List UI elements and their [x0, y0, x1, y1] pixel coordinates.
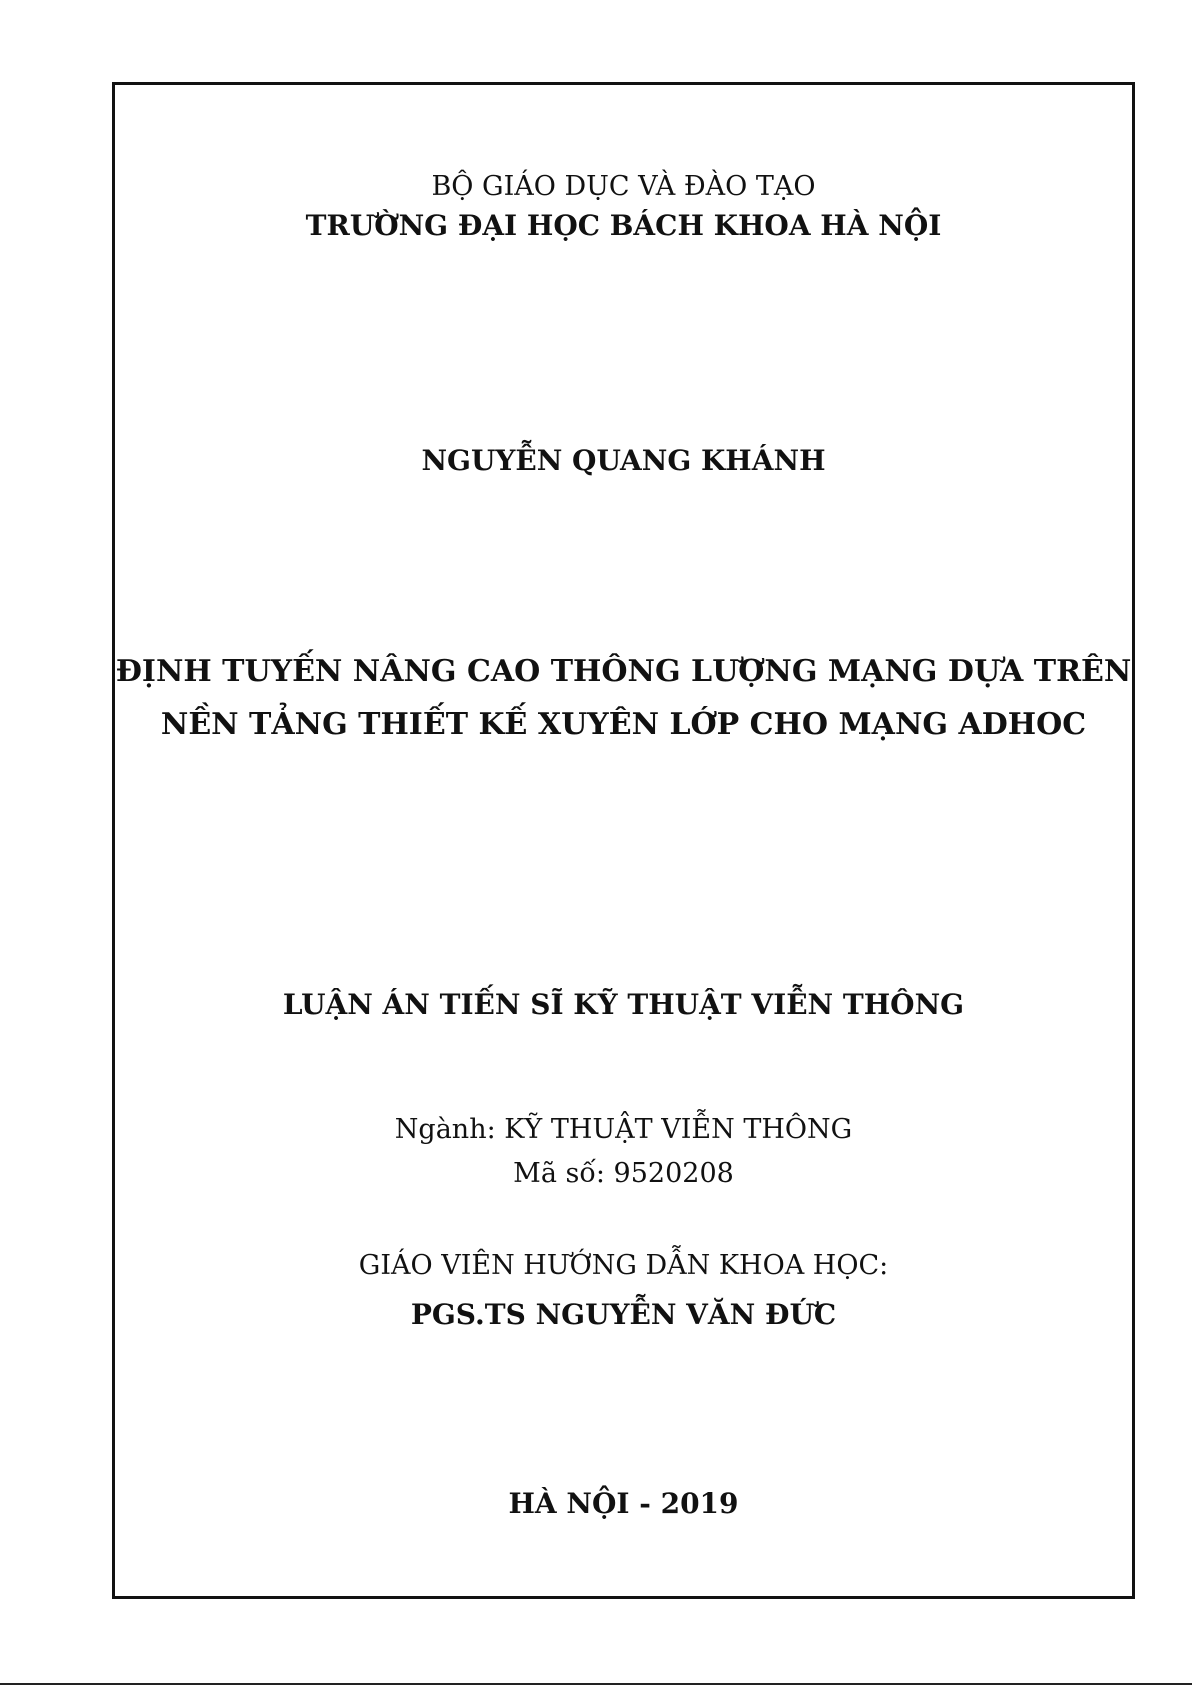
- thesis-title-line-2: NỀN TẢNG THIẾT KẾ XUYÊN LỚP CHO MẠNG ADHOC: [160, 707, 1087, 742]
- major-field: Ngành: KỸ THUẬT VIỄN THÔNG: [394, 1114, 853, 1145]
- major-code: Mã số: 9520208: [513, 1158, 734, 1189]
- author-name: NGUYỄN QUANG KHÁNH: [421, 444, 826, 477]
- ministry-name: BỘ GIÁO DỤC VÀ ĐÀO TẠO: [431, 171, 816, 202]
- advisor-label: GIÁO VIÊN HƯỚNG DẪN KHOA HỌC:: [358, 1250, 889, 1281]
- thesis-title-line-1: ĐỊNH TUYẾN NÂNG CAO THÔNG LƯỢNG MẠNG DỰA TRÊN: [115, 654, 1132, 689]
- page-border: [112, 82, 1135, 1599]
- place-and-year: HÀ NỘI - 2019: [508, 1487, 739, 1520]
- university-name: TRƯỜNG ĐẠI HỌC BÁCH KHOA HÀ NỘI: [305, 209, 942, 242]
- degree-title: LUẬN ÁN TIẾN SĨ KỸ THUẬT VIỄN THÔNG: [282, 988, 965, 1021]
- advisor-name: PGS.TS NGUYỄN VĂN ĐỨC: [410, 1298, 837, 1331]
